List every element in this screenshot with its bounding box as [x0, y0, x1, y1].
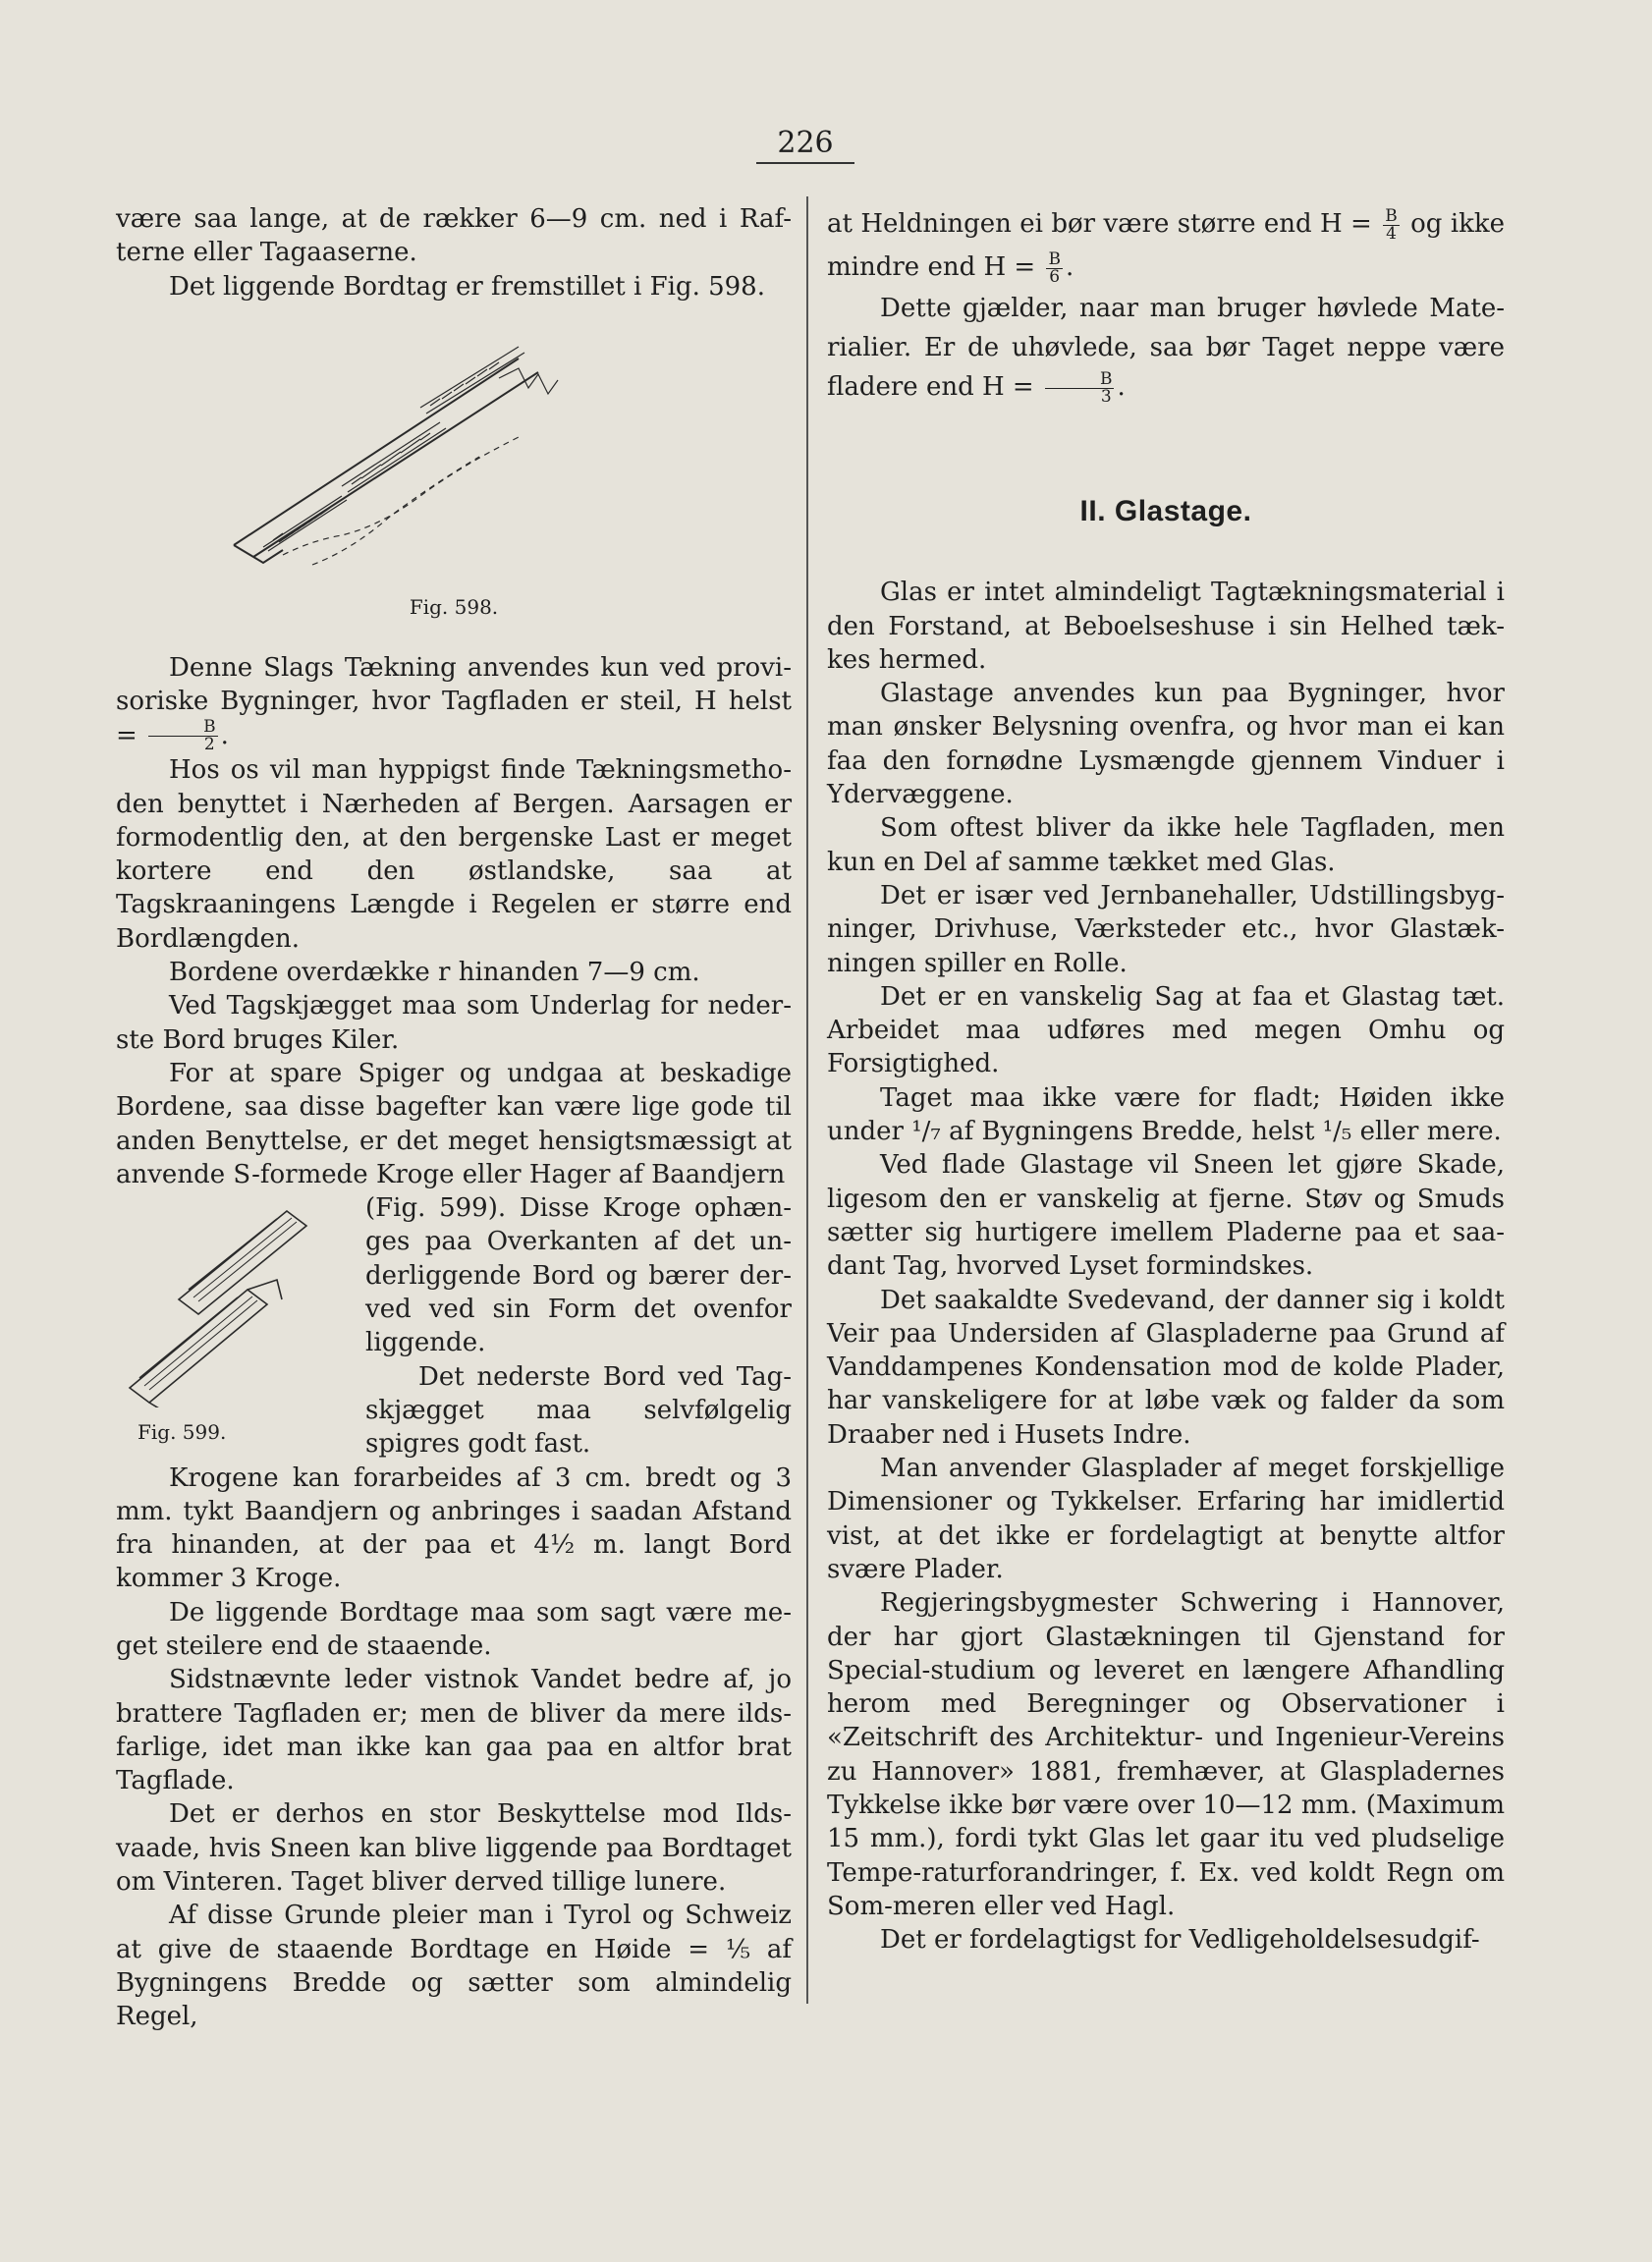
- lying-board-roof-illustration: [224, 339, 676, 575]
- paragraph: Det nederste Bord ved Tag-skjægget maa selvfølgelig spigres godt fast.: [365, 1361, 792, 1460]
- paragraph: være saa lange, at de rækker 6—9 cm. ned i Raf-terne eller Tagaaserne.: [116, 204, 792, 268]
- fraction: $\frac{B}{2}$: [148, 719, 218, 753]
- paragraph: Det er en vanskelig Sag at faa et Glastag tæt. Arbeidet maa udføres med megen Omhu og Forsigtighed.: [827, 981, 1505, 1079]
- left-column: [116, 202, 792, 2034]
- paragraph: Man anvender Glasplader af meget forskjellige Dimensioner og Tykkelser. Erfaring har imidlertid vist, at det ikke er fordelagtigt at benytte altfor svære Plader.: [827, 1454, 1505, 1584]
- column-divider: [806, 196, 808, 2004]
- figure-598: [116, 339, 792, 575]
- figure-599: [116, 1191, 361, 1449]
- paragraph: Som oftest bliver da ikke hele Tagfladen, men kun en Del af samme tækket med Glas.: [827, 813, 1505, 877]
- paragraph: Bordene overdække r hinanden 7—9 cm.: [169, 958, 700, 988]
- paragraph: Regjeringsbygmester Schwering i Hannover, der har gjort Glastækningen til Gjenstand for Special-studium og leveret en længere Afhandling herom med Beregninger og Observationer i «Zeitschrift des Architektur- und Ingenieur-Vereins zu Hannover» 1881, fremhæver, at Glaspladernes Tykkelse ikke bør være over 10—12 mm. (Maximum 15 mm.), fordi tykt Glas let gaar itu ved pludselige Tempe-raturforandringer, f. Ex. ved koldt Regn om Som-meren eller ved Hagl.: [827, 1588, 1505, 1921]
- paragraph: Hos os vil man hyppigst finde Tækningsmetho-den benyttet i Nærheden af Bergen. Aarsagen er formodentlig den, at den bergenske Last er meget kortere end den østlandske, saa at Tagskraaningens Længde i Regelen er større end Bordlængden.: [116, 755, 792, 954]
- figure-599-block: [116, 1191, 792, 1461]
- paragraph: Det er derhos en stor Beskyttelse mod Ilds-vaade, hvis Sneen kan blive liggende paa Bordtaget om Vinteren. Taget bliver derved tillige lunere.: [116, 1799, 792, 1898]
- page-number: 226: [756, 126, 854, 164]
- paragraph: Taget maa ikke være for fladt; Høiden ikke under ¹/₇ af Bygningens Bredde, helst ¹/₅ eller mere.: [827, 1082, 1505, 1147]
- paragraph: at Heldningen ei bør være større end H = $\frac{B}{4}$ og ikke mindre end H = $\frac{B}{6}$ .: [827, 205, 1506, 287]
- s-hook-board-illustration: [120, 1191, 356, 1407]
- paragraph: De liggende Bordtage maa som sagt være me-get steilere end de staaende.: [116, 1597, 792, 1661]
- figure-caption: Fig. 598.: [409, 594, 499, 619]
- figure-caption: Fig. 599.: [138, 1419, 227, 1444]
- paragraph: Denne Slags Tækning anvendes kun ved provi-soriske Bygninger, hvor Tagfladen er steil, H helst = $\frac{B}{2}$ .: [116, 653, 792, 755]
- paragraph: Det saakaldte Svedevand, der danner sig i koldt Veir paa Undersiden af Glaspladerne paa Grund af Vanddampenes Kondensation mod de kolde Plader, har vanskeligere for at løbe væk og falder da som Draaber ned i Husets Indre.: [827, 1285, 1505, 1450]
- paragraph: Krogene kan forarbeides af 3 cm. bredt og 3 mm. tykt Baandjern og anbringes i saadan Afstand fra hinanden, at der paa et 4½ m. langt Bord kommer 3 Kroge.: [116, 1462, 792, 1594]
- paragraph: Dette gjælder, naar man bruger høvlede Mate-rialier. Er de uhøvlede, saa bør Taget neppe være fladere end H = $\frac{B}{3}$ .: [827, 294, 1505, 407]
- paragraph: For at spare Spiger og undgaa at beskadige Bordene, saa disse bagefter kan være lige gode til anden Benyttelse, er det meget hensigtsmæssigt at anvende S-formede Kroge eller Hager af Baandjern: [116, 1058, 792, 1189]
- paragraph: Ved flade Glastage vil Sneen let gjøre Skade, ligesom den er vanskelig at fjerne. Støv og Smuds sætter sig hurtigere imellem Pladerne paa et saa-dant Tag, hvorved Lyset formindskes.: [827, 1150, 1505, 1282]
- fraction: $\frac{B}{4}$: [1385, 205, 1398, 244]
- paragraph: Det liggende Bordtag er fremstillet i Fig. 598.: [169, 271, 765, 302]
- paragraph: Glas er intet almindeligt Tagtækningsmaterial i den Forstand, at Beboelseshuse i sin Helhed tæk-kes hermed.: [827, 578, 1505, 675]
- fraction: $\frac{B}{3}$: [1045, 371, 1115, 406]
- section-title: II. Glastage.: [1079, 495, 1252, 527]
- right-column: [827, 202, 1505, 1957]
- paragraph: Det er især ved Jernbanehaller, Udstillingsbyg-ninger, Drivhuse, Værksteder etc., hvor Glastæk-ningen spiller en Rolle.: [827, 880, 1505, 978]
- paragraph: Glastage anvendes kun paa Bygninger, hvor man ønsker Belysning ovenfra, og hvor man ei kan faa den fornødne Lysmængde gjennem Vinduer i Ydervæggene.: [827, 679, 1505, 810]
- paragraph: Det er fordelagtigst for Vedligeholdelsesudgif-: [880, 1925, 1480, 1956]
- paragraph: Sidstnævnte leder vistnok Vandet bedre af, jo brattere Tagfladen er; men de bliver da mere ilds-farlige, idet man ikke kan gaa paa en altfor brat Tagflade.: [116, 1665, 792, 1796]
- paragraph: Af disse Grunde pleier man i Tyrol og Schweiz at give de staaende Bordtage en Høide = ⅕ af Bygningens Bredde og sætter som almindelig Regel,: [116, 1901, 792, 2032]
- paragraph: Ved Tagskjægget maa som Underlag for neder-ste Bord bruges Kiler.: [116, 991, 792, 1055]
- fraction: $\frac{B}{6}$: [1048, 248, 1061, 287]
- paragraph: (Fig. 599). Disse Kroge ophæn-ges paa Overkanten af det un-derliggende Bord og bærer der-ved ved sin Form det ovenfor liggende.: [365, 1193, 792, 1358]
